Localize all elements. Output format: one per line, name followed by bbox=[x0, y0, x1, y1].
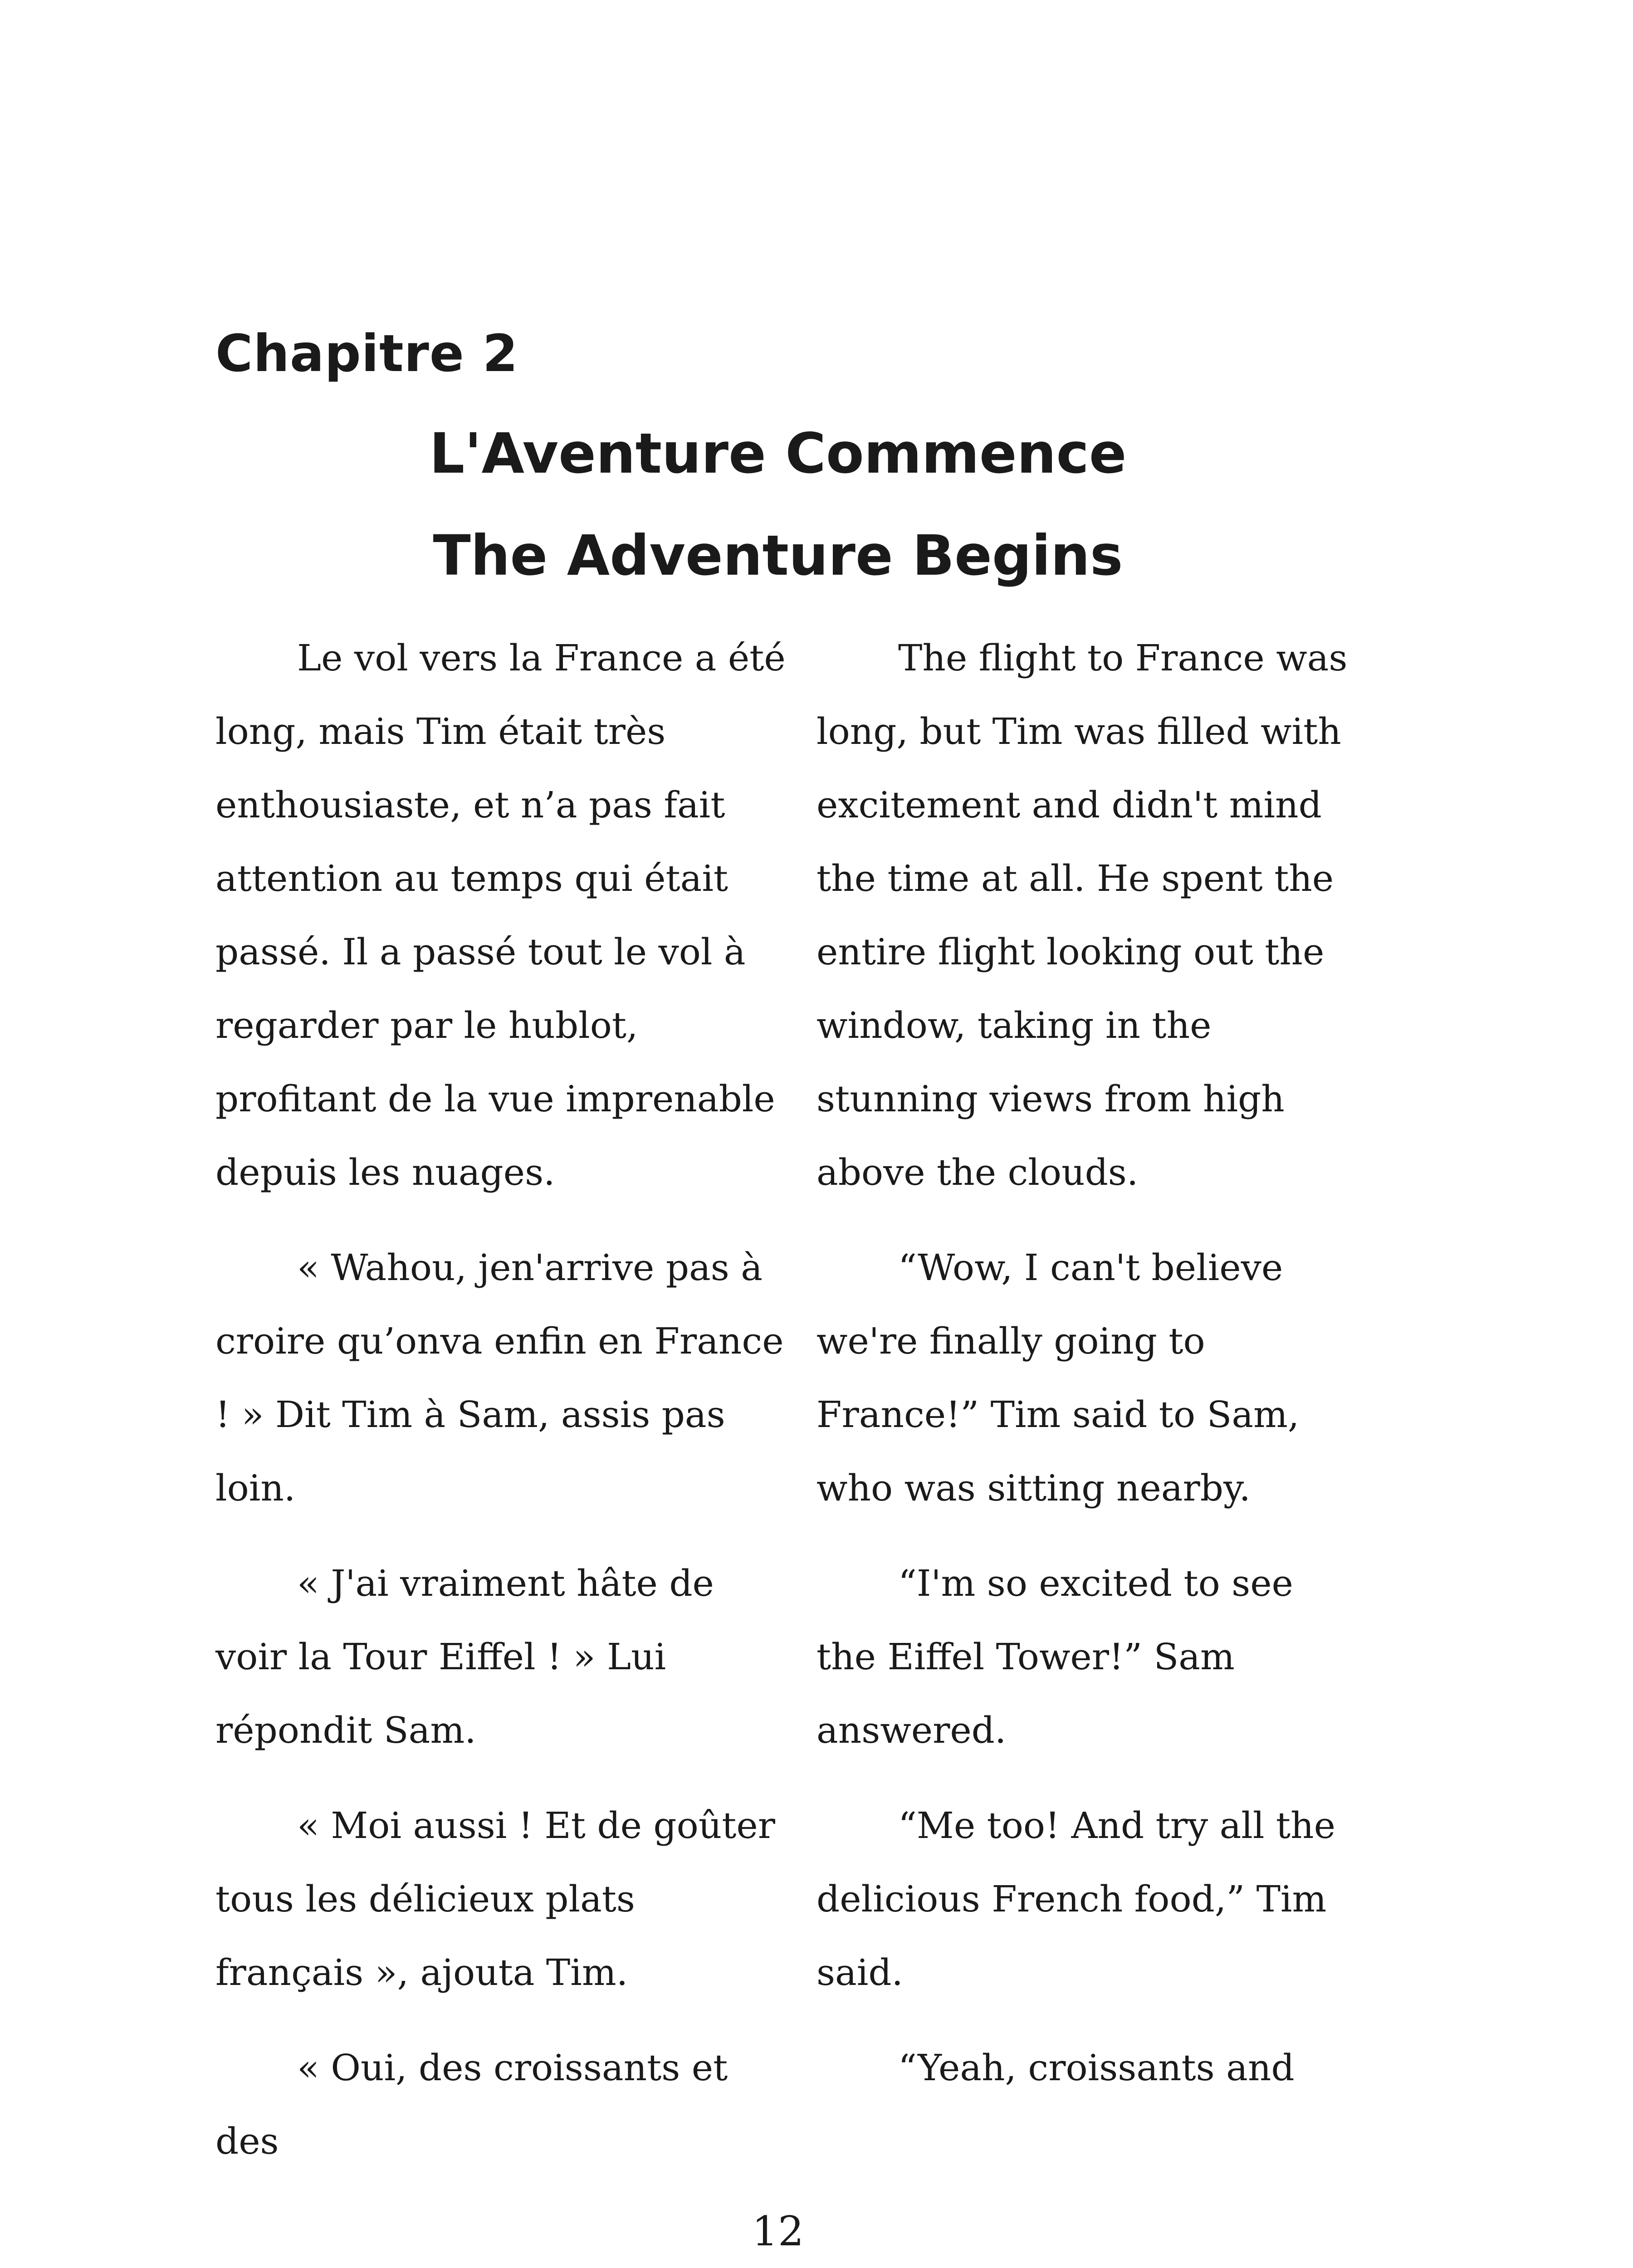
page-number: 12 bbox=[752, 2208, 804, 2255]
french-paragraph: « J'ai vraiment hâte de voir la Tour Eiffel ! » Lui répondit Sam. bbox=[215, 1562, 714, 1751]
french-paragraph: « Oui, des croissants et des bbox=[215, 2047, 728, 2162]
english-paragraph: “Wow, I can't believe we're finally going to France!” Tim said to Sam, who was sitting nearby. bbox=[816, 1246, 1300, 1509]
english-paragraph: “Me too! And try all the delicious French food,” Tim said. bbox=[816, 1804, 1335, 1994]
english-paragraph: “Yeah, croissants and bbox=[898, 2047, 1295, 2089]
french-text-column bbox=[215, 621, 787, 2200]
english-paragraph: “I'm so excited to see the Eiffel Tower!” Sam answered. bbox=[816, 1562, 1293, 1751]
chapter-title-french: L'Aventure Commence bbox=[429, 421, 1127, 486]
french-paragraph: Le vol vers la France a été long, mais Tim était très enthousiaste, et n’a pas fait attention au temps qui était passé. Il a passé tout le vol à regarder par le hublot, profitant de la vue imprenable depuis les nuages. bbox=[215, 637, 786, 1193]
french-paragraph: « Wahou, jen'arrive pas à croire qu’onva enfin en France ! » Dit Tim à Sam, assis pas loin. bbox=[215, 1246, 784, 1509]
chapter-title-english: The Adventure Begins bbox=[433, 523, 1123, 588]
chapter-label: Chapitre 2 bbox=[215, 324, 518, 383]
english-text-column bbox=[816, 621, 1352, 2126]
french-paragraph: « Moi aussi ! Et de goûter tous les délicieux plats français », ajouta Tim. bbox=[215, 1804, 775, 1994]
english-paragraph: The flight to France was long, but Tim was filled with excitement and didn't mind the time at all. He spent the entire flight looking out the window, taking in the stunning views from high above the clouds. bbox=[816, 637, 1348, 1193]
